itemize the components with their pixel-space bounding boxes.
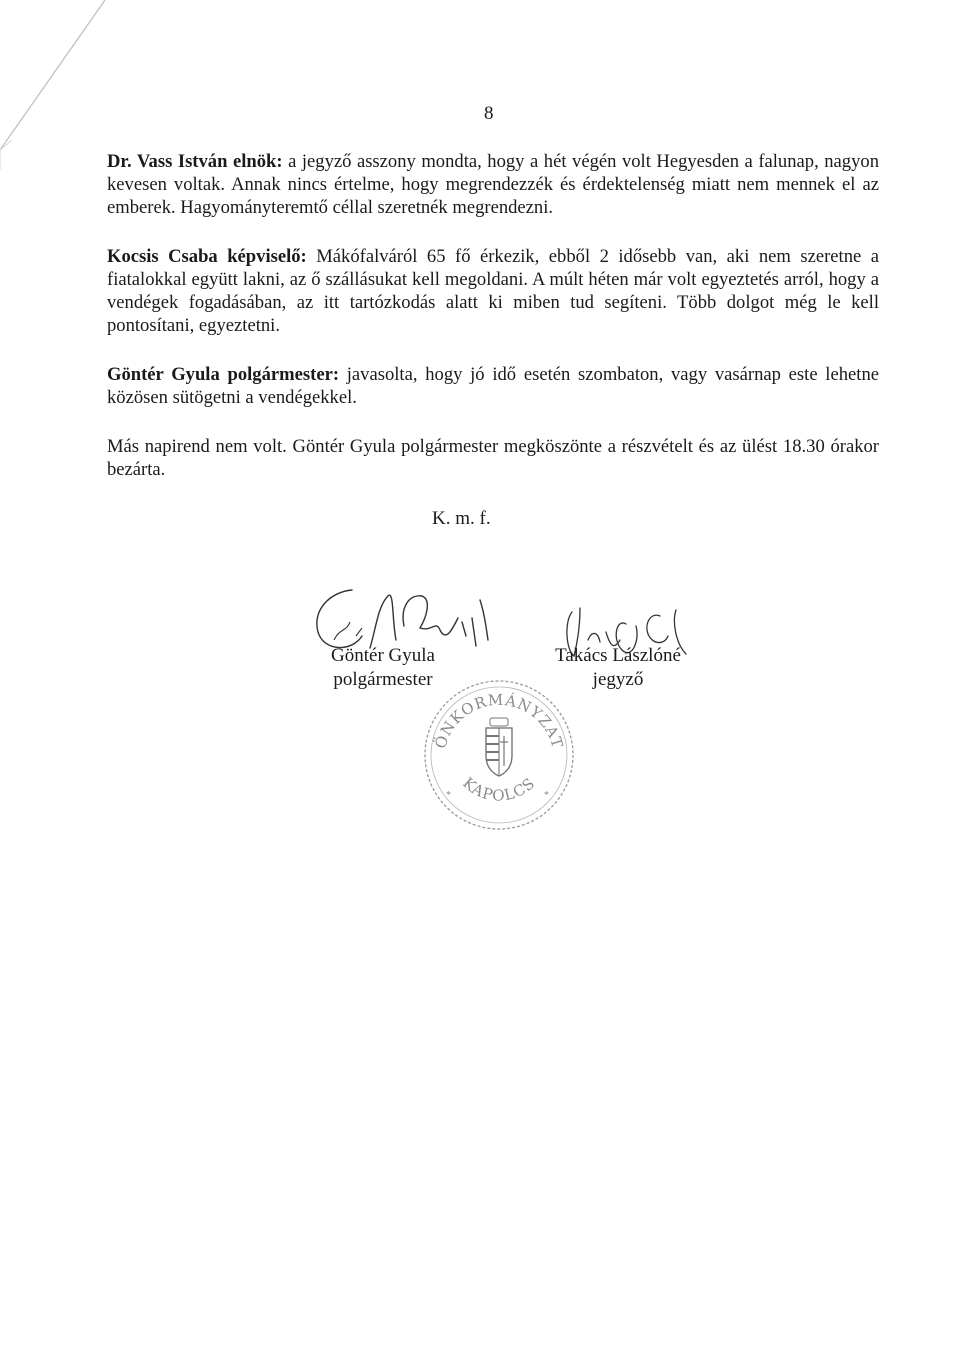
page-corner-fold <box>0 0 120 170</box>
seal-bottom-text <box>459 774 539 805</box>
paragraph-text: Más napirend nem volt. Göntér Gyula polgármester megköszönte a részvételt és az ülést 18.30 órakor bezárta. <box>107 436 879 480</box>
speaker-label: Göntér Gyula polgármester: <box>107 364 340 385</box>
paragraph-closing <box>107 435 879 481</box>
official-seal-stamp <box>420 676 578 834</box>
signer-title: jegyző <box>592 669 644 690</box>
paragraph-text: a jegyző asszony mondta, hogy a hét végén volt Hegyesden a falunap, nagyon kevesen voltak. Annak nincs értelme, hogy megrendezzék és érdektelenség miatt nem mennek el az emberek. Hagyományteremtő céllal szeretnék megrendezni. <box>107 151 879 218</box>
seal-top-textpath: ÖNKORMÁNYZAT <box>431 690 567 751</box>
speaker-label: Dr. Vass István elnök: <box>107 151 283 172</box>
signer-name: Göntér Gyula <box>331 645 435 666</box>
signature-left <box>317 590 488 648</box>
kmf-mark: K. m. f. <box>432 508 491 529</box>
paragraph-representative <box>107 245 879 337</box>
page-number: 8 <box>484 103 494 124</box>
coat-of-arms-icon <box>486 718 512 776</box>
signer-name: Takács Lászlóné <box>555 645 681 666</box>
document-body <box>107 150 879 507</box>
paragraph-chairman <box>107 150 879 219</box>
speaker-label: Kocsis Csaba képviselő: <box>107 246 307 267</box>
paragraph-mayor <box>107 363 879 409</box>
seal-star-icon: * <box>544 790 549 801</box>
paragraph-text: Mákófalváról 65 fő érkezik, ebből 2 idősebb van, aki nem szeretne a fiatalokkal együtt lakni, az ő szállásukat kell megoldani. A múlt héten már volt egyeztetés arról, hogy a vendégek fogadásában, az itt tartózkodás alatt ki miben tud segíteni. Több dolgot még le kell pontosítani, egyeztetni. <box>107 246 879 336</box>
seal-bottom-textpath: KAPOLCS <box>459 773 539 805</box>
seal-star-icon: * <box>446 790 451 801</box>
paragraph-text: javasolta, hogy jó idő esetén szombaton, vagy vasárnap este lehetne közösen sütögetni a vendégekkel. <box>107 364 879 408</box>
signer-title: polgármester <box>333 669 433 690</box>
